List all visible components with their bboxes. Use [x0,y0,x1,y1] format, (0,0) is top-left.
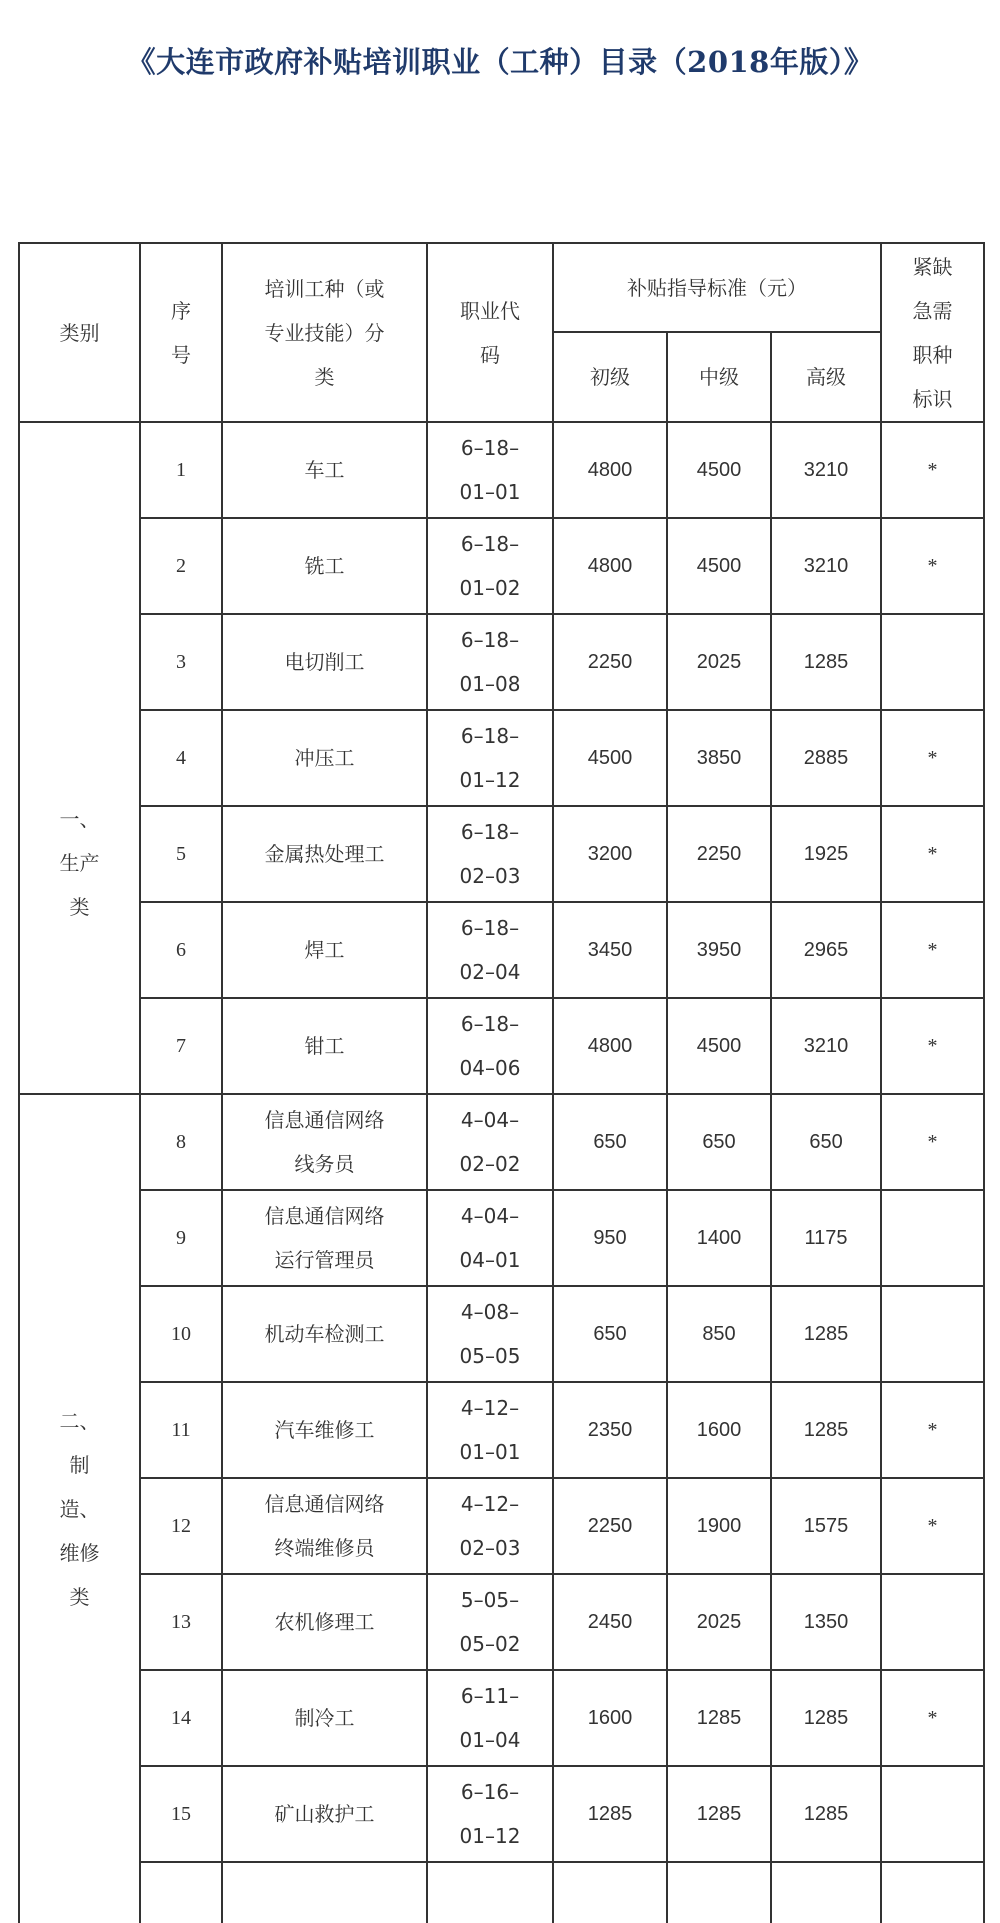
code-line: 4–12– [460,1396,520,1420]
table-row-partial [19,1862,984,1923]
trade-cell [222,998,427,1094]
urgent-mark [881,1286,984,1382]
category-cell [19,1094,140,1923]
code-line: 04–01 [459,1248,521,1272]
code-line: 6–16– [460,1780,520,1804]
trade-name: 金属热处理工 [264,842,385,866]
code-line: 02–03 [459,1536,521,1560]
code-line: 01–04 [459,1728,521,1752]
code-line: 02–04 [459,960,521,984]
senior-amount: 1350 [771,1574,881,1670]
trade-cell [222,1094,427,1190]
seq-cell: 9 [140,1190,222,1286]
seq-cell: 4 [140,710,222,806]
table-row [19,422,984,518]
senior-amount: 3210 [771,518,881,614]
code-line: 6–18– [460,628,520,652]
code-cell [427,1382,553,1478]
code-cell [427,518,553,614]
code-line: 6–18– [460,820,520,844]
urgent-mark [881,614,984,710]
trade-name: 电切削工 [284,650,365,674]
table-row [19,1478,984,1574]
code-cell [427,422,553,518]
urgent-mark [881,1190,984,1286]
senior-amount: 2965 [771,902,881,998]
seq-cell: 8 [140,1094,222,1190]
senior-amount: 1285 [771,1382,881,1478]
code-cell [427,902,553,998]
trade-cell [222,902,427,998]
code-cell [427,1190,553,1286]
empty-cell [667,1862,771,1923]
senior-amount: 650 [771,1094,881,1190]
trade-name: 汽车维修工 [274,1418,375,1442]
senior-amount: 2885 [771,710,881,806]
senior-amount: 1285 [771,614,881,710]
junior-amount: 950 [553,1190,667,1286]
trade-cell [222,1286,427,1382]
category-label-line: 二、 [59,1409,100,1433]
seq-cell: 15 [140,1766,222,1862]
senior-amount: 1285 [771,1766,881,1862]
category-label-line: 造、 [59,1497,100,1521]
urgent-mark: * [881,422,984,518]
urgent-mark [881,1766,984,1862]
trade-name: 焊工 [304,938,345,962]
middle-amount: 4500 [667,518,771,614]
middle-amount: 2025 [667,614,771,710]
urgent-mark: * [881,1094,984,1190]
category-label-line: 一、 [59,807,100,831]
senior-amount: 3210 [771,422,881,518]
empty-cell [140,1862,222,1923]
code-line: 4–12– [460,1492,520,1516]
code-line: 6–18– [460,1012,520,1036]
table-row [19,1382,984,1478]
code-line: 6–18– [460,916,520,940]
header-code: 职业代码 [427,243,553,422]
middle-amount: 3950 [667,902,771,998]
code-line: 01–01 [459,1440,521,1464]
trade-name: 信息通信网络线务员 [264,1108,385,1176]
code-line: 04–06 [459,1056,521,1080]
junior-amount: 4800 [553,998,667,1094]
empty-cell [771,1862,881,1923]
table-row [19,614,984,710]
trade-cell [222,422,427,518]
junior-amount: 4800 [553,518,667,614]
trade-cell [222,1478,427,1574]
middle-amount: 1285 [667,1766,771,1862]
seq-cell: 10 [140,1286,222,1382]
code-cell [427,806,553,902]
table-row [19,518,984,614]
urgent-mark: * [881,1382,984,1478]
seq-cell: 11 [140,1382,222,1478]
trade-cell [222,1670,427,1766]
code-cell [427,1286,553,1382]
trade-cell [222,1382,427,1478]
junior-amount: 3200 [553,806,667,902]
trade-cell [222,518,427,614]
header-category: 类别 [19,243,140,422]
trade-name: 铣工 [304,554,345,578]
seq-cell: 6 [140,902,222,998]
trade-cell [222,1766,427,1862]
junior-amount: 4500 [553,710,667,806]
code-line: 4–04– [460,1204,520,1228]
senior-amount: 1285 [771,1670,881,1766]
code-cell [427,1766,553,1862]
header-subsidy-group: 补贴指导标准（元） [553,243,881,332]
category-label-line: 类 [69,1585,90,1609]
code-line: 01–02 [459,576,521,600]
junior-amount: 2450 [553,1574,667,1670]
urgent-mark [881,1574,984,1670]
seq-cell: 1 [140,422,222,518]
urgent-mark: * [881,806,984,902]
code-cell [427,998,553,1094]
code-line: 6–11– [460,1684,520,1708]
seq-cell: 7 [140,998,222,1094]
senior-amount: 3210 [771,998,881,1094]
category-cell [19,422,140,1094]
seq-cell: 13 [140,1574,222,1670]
table-row [19,1286,984,1382]
urgent-mark: * [881,518,984,614]
header-urgent: 紧缺急需职种标识 [881,243,984,422]
header-trade: 培训工种（或专业技能）分类 [222,243,427,422]
table-row [19,1190,984,1286]
middle-amount: 650 [667,1094,771,1190]
header-middle: 中级 [667,332,771,422]
table-row [19,1766,984,1862]
urgent-mark: * [881,710,984,806]
code-line: 6–18– [460,724,520,748]
trade-name: 车工 [304,458,345,482]
junior-amount: 2250 [553,614,667,710]
trade-cell [222,1574,427,1670]
header-seq: 序号 [140,243,222,422]
trade-name: 信息通信网络终端维修员 [264,1492,385,1560]
code-line: 02–02 [459,1152,521,1176]
middle-amount: 2025 [667,1574,771,1670]
urgent-mark: * [881,1670,984,1766]
junior-amount: 650 [553,1286,667,1382]
code-cell [427,1094,553,1190]
trade-name: 矿山救护工 [274,1802,375,1826]
middle-amount: 4500 [667,998,771,1094]
code-line: 4–08– [460,1300,520,1324]
code-line: 6–18– [460,532,520,556]
senior-amount: 1175 [771,1190,881,1286]
table-row [19,806,984,902]
trade-cell [222,710,427,806]
category-label-line: 维修 [59,1541,100,1565]
code-cell [427,1670,553,1766]
urgent-mark: * [881,998,984,1094]
empty-cell [427,1862,553,1923]
junior-amount: 2250 [553,1478,667,1574]
trade-name: 信息通信网络运行管理员 [264,1204,385,1272]
code-line: 5–05– [460,1588,520,1612]
middle-amount: 1600 [667,1382,771,1478]
code-line: 05–05 [459,1344,521,1368]
empty-cell [881,1862,984,1923]
code-cell [427,614,553,710]
subsidy-catalog-table [18,242,985,1923]
urgent-mark: * [881,902,984,998]
middle-amount: 1900 [667,1478,771,1574]
empty-cell [553,1862,667,1923]
seq-cell: 3 [140,614,222,710]
middle-amount: 2250 [667,806,771,902]
junior-amount: 1285 [553,1766,667,1862]
middle-amount: 1400 [667,1190,771,1286]
table-row [19,998,984,1094]
junior-amount: 1600 [553,1670,667,1766]
senior-amount: 1575 [771,1478,881,1574]
seq-cell: 14 [140,1670,222,1766]
table-row [19,1094,984,1190]
code-line: 01–01 [459,480,521,504]
header-junior: 初级 [553,332,667,422]
middle-amount: 1285 [667,1670,771,1766]
middle-amount: 3850 [667,710,771,806]
table-row [19,710,984,806]
table-row [19,1574,984,1670]
middle-amount: 4500 [667,422,771,518]
junior-amount: 4800 [553,422,667,518]
urgent-mark: * [881,1478,984,1574]
junior-amount: 2350 [553,1382,667,1478]
empty-cell [222,1862,427,1923]
senior-amount: 1285 [771,1286,881,1382]
trade-name: 钳工 [304,1034,345,1058]
seq-cell: 2 [140,518,222,614]
table-row [19,902,984,998]
code-line: 05–02 [459,1632,521,1656]
trade-name: 农机修理工 [274,1610,375,1634]
trade-name: 制冷工 [294,1706,355,1730]
trade-cell [222,1190,427,1286]
trade-cell [222,806,427,902]
trade-name: 冲压工 [294,746,355,770]
table-row [19,1670,984,1766]
seq-cell: 12 [140,1478,222,1574]
header-row [19,243,984,332]
code-line: 01–12 [459,1824,521,1848]
junior-amount: 3450 [553,902,667,998]
senior-amount: 1925 [771,806,881,902]
code-line: 01–08 [459,672,521,696]
code-cell [427,1478,553,1574]
code-line: 01–12 [459,768,521,792]
category-label-line: 生产 [59,851,100,875]
document-title: 《大连市政府补贴培训职业（工种）目录（2018年版）》 [126,45,874,79]
code-line: 6–18– [460,436,520,460]
trade-cell [222,614,427,710]
code-cell [427,1574,553,1670]
category-label-line: 制 [69,1453,90,1477]
code-line: 02–03 [459,864,521,888]
trade-name: 机动车检测工 [264,1322,385,1346]
code-cell [427,710,553,806]
middle-amount: 850 [667,1286,771,1382]
seq-cell: 5 [140,806,222,902]
header-senior: 高级 [771,332,881,422]
junior-amount: 650 [553,1094,667,1190]
code-line: 4–04– [460,1108,520,1132]
category-label-line: 类 [69,895,90,919]
